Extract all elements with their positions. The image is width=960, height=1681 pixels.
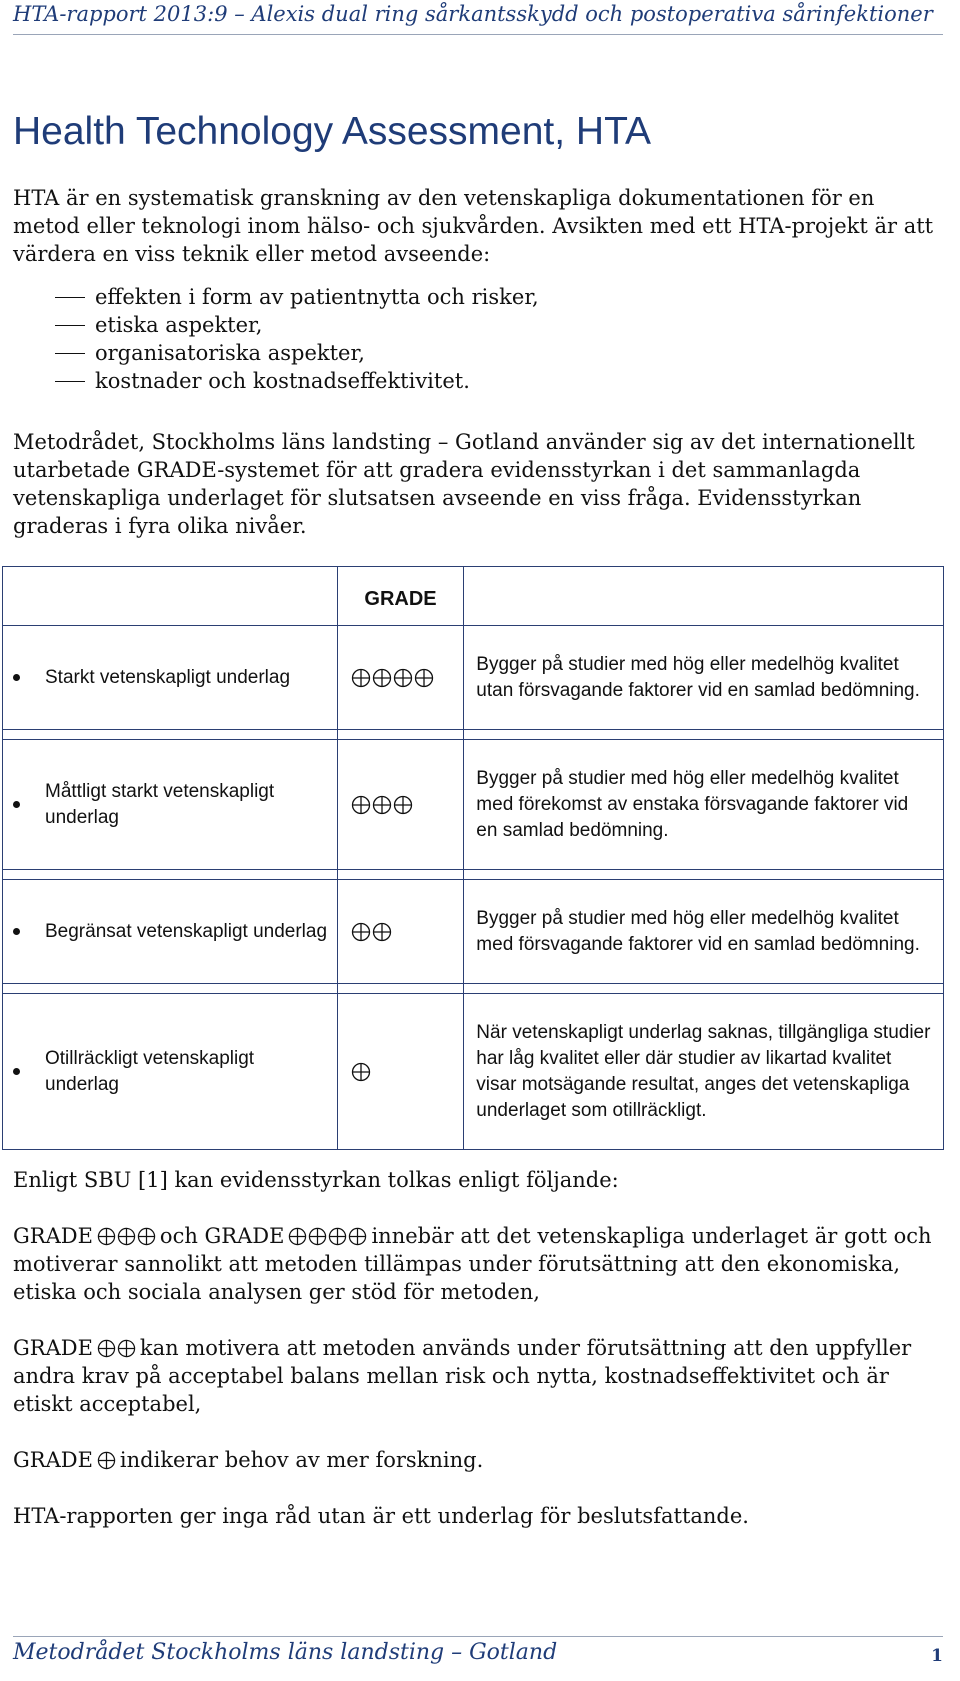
level-label: Måttligt starkt vetenskapligt underlag [45,780,275,828]
grade-symbols [338,795,464,815]
grade-symbols [338,668,464,688]
sbu-interpretation [13,1166,948,1558]
grade-symbols [338,1062,464,1082]
circle-plus-icon [372,668,392,688]
circle-plus-icon [97,1227,116,1246]
table-row [3,994,944,1150]
circle-plus-icon [137,1227,156,1246]
grade-table [2,566,944,1150]
grade-symbols [97,1339,136,1358]
footer-divider [13,1636,943,1637]
circle-plus-icon [414,668,434,688]
level-description: Bygger på studier med hög eller medelhög kvalitet med förekomst av enstaka försvagande faktorer vid en samlad bedömning. [464,740,944,870]
circle-plus-icon [288,1227,307,1246]
circle-plus-icon [97,1451,116,1470]
sbu-paragraph-3: GRADE indikerar behov av mer forskning. [13,1448,484,1472]
closing-paragraph: HTA-rapporten ger inga råd utan är ett underlag för beslutsfattande. [13,1504,749,1528]
page-number: 1 [931,1646,943,1666]
circle-plus-icon [393,795,413,815]
bullet-icon [13,928,20,935]
level-label: Begränsat vetenskapligt underlag [45,920,328,942]
list-item: kostnader och kostnadseffektivitet. [55,367,539,395]
page-title: Health Technology Assessment, HTA [13,110,652,153]
circle-plus-icon [372,922,392,942]
grade-symbols [97,1227,156,1246]
header-divider [13,34,943,35]
circle-plus-icon [351,795,371,815]
circle-plus-icon [372,795,392,815]
circle-plus-icon [351,922,371,942]
circle-plus-icon [393,668,413,688]
method-paragraph: Metodrådet, Stockholms läns landsting – Gotland använder sig av det internationellt utarbetade GRADE-systemet för att gradera evidensstyrkan i det sammanlagda vetenskapliga underlaget för slutsatsen avseende en viss fråga. Evidensstyrkan graderas i fyra olika nivåer. [13,430,915,538]
level-description: Bygger på studier med hög eller medelhög kvalitet utan försvagande faktorer vid en samlad bedömning. [464,626,944,730]
circle-plus-icon [348,1227,367,1246]
circle-plus-icon [117,1227,136,1246]
table-row [3,740,944,870]
bullet-icon [13,1068,20,1075]
sbu-paragraph-2: GRADE kan motivera att metoden används under förutsättning att den uppfyller andra krav på acceptabel balans mellan risk och nytta, kostnadseffektivitet och är etiskt acceptabel, [13,1336,912,1416]
circle-plus-icon [117,1339,136,1358]
bullet-icon [13,801,20,808]
level-description: Bygger på studier med hög eller medelhög kvalitet med försvagande faktorer vid en samlad bedömning. [464,880,944,984]
circle-plus-icon [351,668,371,688]
grade-symbols [97,1451,116,1470]
bullet-icon [13,674,20,681]
sbu-paragraph-1: GRADE och GRADE innebär att det vetenskapliga underlaget är gott och motiverar sannolikt att metoden tillämpas under förutsättning att den ekonomiska, etiska och sociala analysen ger stöd för metoden, [13,1224,932,1304]
circle-plus-icon [328,1227,347,1246]
circle-plus-icon [308,1227,327,1246]
grade-symbols [338,922,464,942]
level-label: Otillräckligt vetenskapligt underlag [45,1047,255,1095]
circle-plus-icon [351,1062,371,1082]
running-header: HTA-rapport 2013:9 – Alexis dual ring sårkantsskydd och postoperativa sårinfektioner [13,2,933,26]
table-row [3,880,944,984]
table-row [3,626,944,730]
aspects-list [55,283,539,395]
list-item: etiska aspekter, [55,311,539,339]
circle-plus-icon [97,1339,116,1358]
footer-org: Metodrådet Stockholms läns landsting – Gotland [13,1640,558,1665]
sbu-intro: Enligt SBU [1] kan evidensstyrkan tolkas enligt följande: [13,1168,619,1192]
intro-paragraph: HTA är en systematisk granskning av den vetenskapliga dokumentationen för en metod eller teknologi inom hälso- och sjukvården. Avsikten med ett HTA-projekt är att värdera en viss teknik eller metod avseende: [13,186,934,266]
list-item: effekten i form av patientnytta och risker, [55,283,539,311]
table-header-row [3,567,944,626]
level-label: Starkt vetenskapligt underlag [45,666,291,688]
grade-column-header: GRADE [337,567,464,626]
level-description: När vetenskapligt underlag saknas, tillgängliga studier har låg kvalitet eller där studier av likartad kvalitet visar motsägande resultat, anges det vetenskapliga underlaget som otillräckligt. [464,994,944,1150]
grade-symbols [288,1227,367,1246]
list-item: organisatoriska aspekter, [55,339,539,367]
